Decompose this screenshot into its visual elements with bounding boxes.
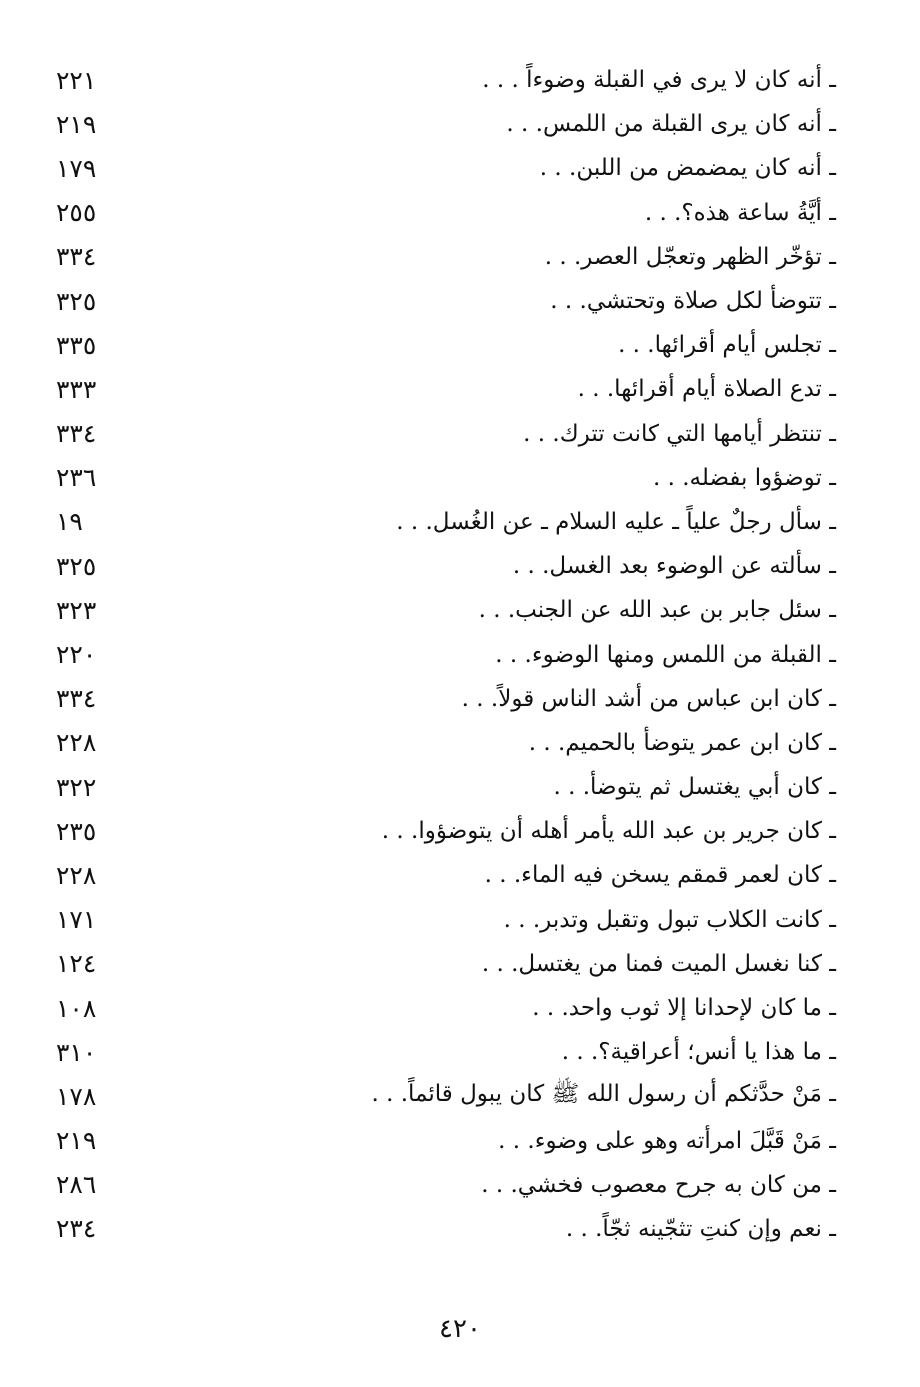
entry-page-ref: ١٧٩ [56,153,97,183]
entry-text: ـ مَنْ قَبَّلَ امرأته وهو على وضوء. . . [498,1127,836,1154]
entry-text: ـ تجلس أيام أقرائها. . . [618,332,836,359]
entry-text: ـ كان ابن عباس من أشد الناس قولاً. . . [461,685,836,712]
entry-page-ref: ٣٢٢ [56,772,97,802]
entry-page-ref: ٢٣٦ [56,463,97,493]
entry-text: ـ نعم وإن كنتِ تثجّينه ثجّاً. . . [565,1215,836,1242]
entry-text: ـ كان أبي يغتسل ثم يتوضأ. . . [553,774,836,801]
entry-page-ref: ٣٣٣ [56,374,97,404]
entry-text: ـ أيَّةُ ساعة هذه؟. . . [644,199,836,226]
entry-page-ref: ٢١٩ [56,109,97,139]
index-entry [56,456,836,500]
entry-text: ـ كانت الكلاب تبول وتقبل وتدبر. . . [503,906,836,933]
entry-text: ـ تتوضأ لكل صلاة وتحتشي. . . [550,288,836,315]
index-entry [56,632,836,676]
entry-text: ـ تدع الصلاة أيام أقرائها. . . [577,376,836,403]
index-entry [56,500,836,544]
entry-text: ـ كان جرير بن عبد الله يأمر أهله أن يتوضؤوا. . . [381,818,836,845]
index-entry [56,412,836,456]
entry-page-ref: ٣٢٣ [56,595,97,625]
entry-page-ref: ٣٢٥ [56,286,97,316]
entry-page-ref: ٢٣٤ [56,1214,97,1244]
entry-text: ـ ما هذا يا أنس؛ أعراقية؟. . . [561,1039,836,1066]
entry-text: ـ القبلة من اللمس ومنها الوضوء. . . [495,641,836,668]
entry-page-ref: ٣٣٤ [56,684,97,714]
entry-text: ـ مَنْ حدَّثكم أن رسول الله ﷺ كان يبول قائماً. . . [371,1081,836,1108]
index-entry [56,1207,836,1251]
entry-page-ref: ٢٢٨ [56,860,97,890]
entry-page-ref: ٢٢٠ [56,640,97,670]
index-entry [56,146,836,190]
index-entry [56,853,836,897]
entry-text: ـ سألته عن الوضوء بعد الغسل. . . [512,553,836,580]
index-entry [56,1119,836,1163]
entry-page-ref: ٢٢٨ [56,728,97,758]
entry-text: ـ سئل جابر بن عبد الله عن الجنب. . . [478,597,836,624]
entry-page-ref: ٣١٠ [56,1037,97,1067]
entry-text: ـ كان لعمر قمقم يسخن فيه الماء. . . [484,862,836,889]
entry-text: ـ كنا نغسل الميت فمنا من يغتسل. . . [481,950,836,977]
entry-text: ـ أنه كان يمضمض من اللبن. . . [539,155,836,182]
entry-page-ref: ١٧١ [56,905,97,935]
entry-page-ref: ١٩ [56,507,83,537]
entry-text: ـ من كان به جرح معصوب فخشي. . . [481,1171,836,1198]
index-entry [56,942,836,986]
index-entry [56,765,836,809]
index-entry [56,1030,836,1074]
entry-page-ref: ٣٢٥ [56,551,97,581]
index-entry [56,721,836,765]
hadith-index-list [56,58,836,1251]
index-entry [56,1163,836,1207]
index-entry [56,367,836,411]
page-number: ٤٢٠ [439,1314,481,1344]
entry-page-ref: ١٧٨ [56,1081,97,1111]
entry-text: ـ تنتظر أيامها التي كانت تترك. . . [523,420,836,447]
index-entry [56,279,836,323]
entry-text: ـ أنه كان لا يرى في القبلة وضوءاً . . . [482,67,836,94]
entry-page-ref: ٢٣٥ [56,816,97,846]
entry-page-ref: ١٢٤ [56,949,97,979]
entry-page-ref: ١٠٨ [56,993,97,1023]
entry-page-ref: ٣٣٥ [56,330,97,360]
index-entry [56,102,836,146]
index-entry [56,58,836,102]
index-entry [56,588,836,632]
entry-page-ref: ٢١٩ [56,1126,97,1156]
index-entry [56,235,836,279]
index-entry [56,544,836,588]
index-entry [56,898,836,942]
entry-text: ـ تؤخّر الظهر وتعجّل العصر. . . [544,243,836,270]
entry-text: ـ ما كان لإحدانا إلا ثوب واحد. . . [532,995,836,1022]
index-entry [56,809,836,853]
entry-text: ـ توضؤوا بفضله. . . [652,464,836,491]
index-entry [56,986,836,1030]
entry-text: ـ أنه كان يرى القبلة من اللمس. . . [506,111,836,138]
entry-page-ref: ٢٢١ [56,65,97,95]
entry-page-ref: ٣٣٤ [56,242,97,272]
index-entry [56,191,836,235]
entry-text: ـ سأل رجلٌ علياً ـ عليه السلام ـ عن الغُسل. . . [396,508,836,535]
entry-text: ـ كان ابن عمر يتوضأ بالحميم. . . [528,729,836,756]
entry-page-ref: ٢٨٦ [56,1170,97,1200]
index-entry [56,1074,836,1118]
index-entry [56,323,836,367]
entry-page-ref: ٢٥٥ [56,198,97,228]
index-entry [56,677,836,721]
entry-page-ref: ٣٣٤ [56,419,97,449]
